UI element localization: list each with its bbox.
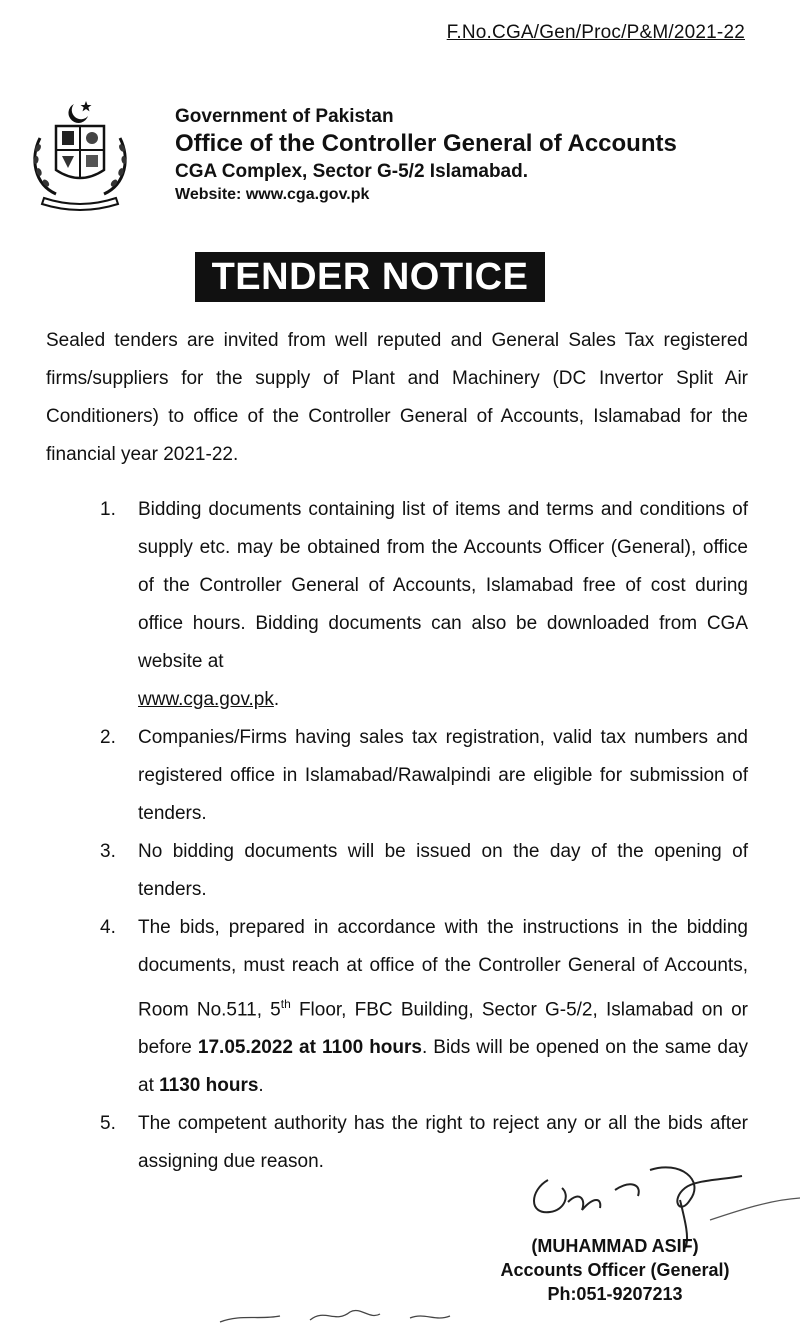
item-text: No bidding documents will be issued on the day of the opening of tenders. <box>138 841 748 900</box>
letterhead <box>175 106 677 204</box>
website-link[interactable]: www.cga.gov.pk <box>138 689 274 710</box>
item-4-text-c: . Bids will be opened on the same day at <box>138 1037 749 1097</box>
government-name: Government of Pakistan <box>175 106 394 127</box>
list-item <box>100 909 748 1105</box>
item-number: 3. <box>100 841 116 862</box>
item-text: Companies/Firms having sales tax registration, valid tax numbers and registered office in Islamabad/Rawalpindi are eligible for submission of tenders. <box>138 727 748 824</box>
document-title: TENDER NOTICE <box>195 252 545 302</box>
item-number: 5. <box>100 1113 116 1135</box>
deadline-date-time: 17.05.2022 at 1100 hours <box>197 1037 422 1059</box>
office-name: Office of the Controller General of Accounts <box>175 130 677 157</box>
item-number: 4. <box>100 917 116 938</box>
conditions-list <box>100 491 748 1181</box>
item-number: 1. <box>100 499 116 520</box>
file-reference-number: F.No.CGA/Gen/Proc/P&M/2021-22 <box>446 22 745 43</box>
item-number: 2. <box>100 727 116 748</box>
signatory-phone: Ph:051-9207213 <box>547 1284 683 1304</box>
signatory-designation: Accounts Officer (General) <box>500 1260 730 1280</box>
item-text: The competent authority has the right to reject any or all the bids after assigning due reason. <box>138 1113 748 1173</box>
state-emblem-icon <box>26 98 134 214</box>
item-text <box>138 909 748 1105</box>
opening-time: 1130 hours <box>159 1075 259 1097</box>
handwritten-mark <box>210 1300 470 1326</box>
list-item <box>100 491 748 719</box>
office-website: Website: www.cga.gov.pk <box>175 186 370 203</box>
office-address: CGA Complex, Sector G-5/2 Islamabad. <box>175 161 529 182</box>
item-4-superscript: th <box>280 997 291 1011</box>
item-1-text: Bidding documents containing list of items and terms and conditions of supply etc. may be obtained from the Accounts Officer (General), office of the Controller General of Accounts, Islamabad free of cost during office hours. Bidding documents can also be downloaded from CGA website at <box>138 499 748 672</box>
list-item <box>100 719 748 833</box>
item-4-text-d: . <box>258 1075 264 1097</box>
signatory-block <box>470 1234 760 1306</box>
intro-paragraph: Sealed tenders are invited from well reputed and General Sales Tax registered firms/suppliers for the supply of Plant and Machinery (DC Invertor Split Air Conditioners) to office of the Controller General of Accounts, Islamabad for the financial year 2021-22. <box>46 330 748 465</box>
item-4-text-a: The bids, prepared in accordance with the instructions in the bidding documents, must reach at office of the Controller General of Accounts, Room No.511, 5 <box>138 917 748 1021</box>
item-1-tail: . <box>273 689 280 710</box>
signatory-name: (MUHAMMAD ASIF) <box>531 1236 699 1256</box>
item-4-text-b: Floor, FBC Building, Sector G-5/2, Islamabad on or before <box>138 999 748 1059</box>
list-item <box>100 833 748 909</box>
item-text <box>138 491 748 719</box>
